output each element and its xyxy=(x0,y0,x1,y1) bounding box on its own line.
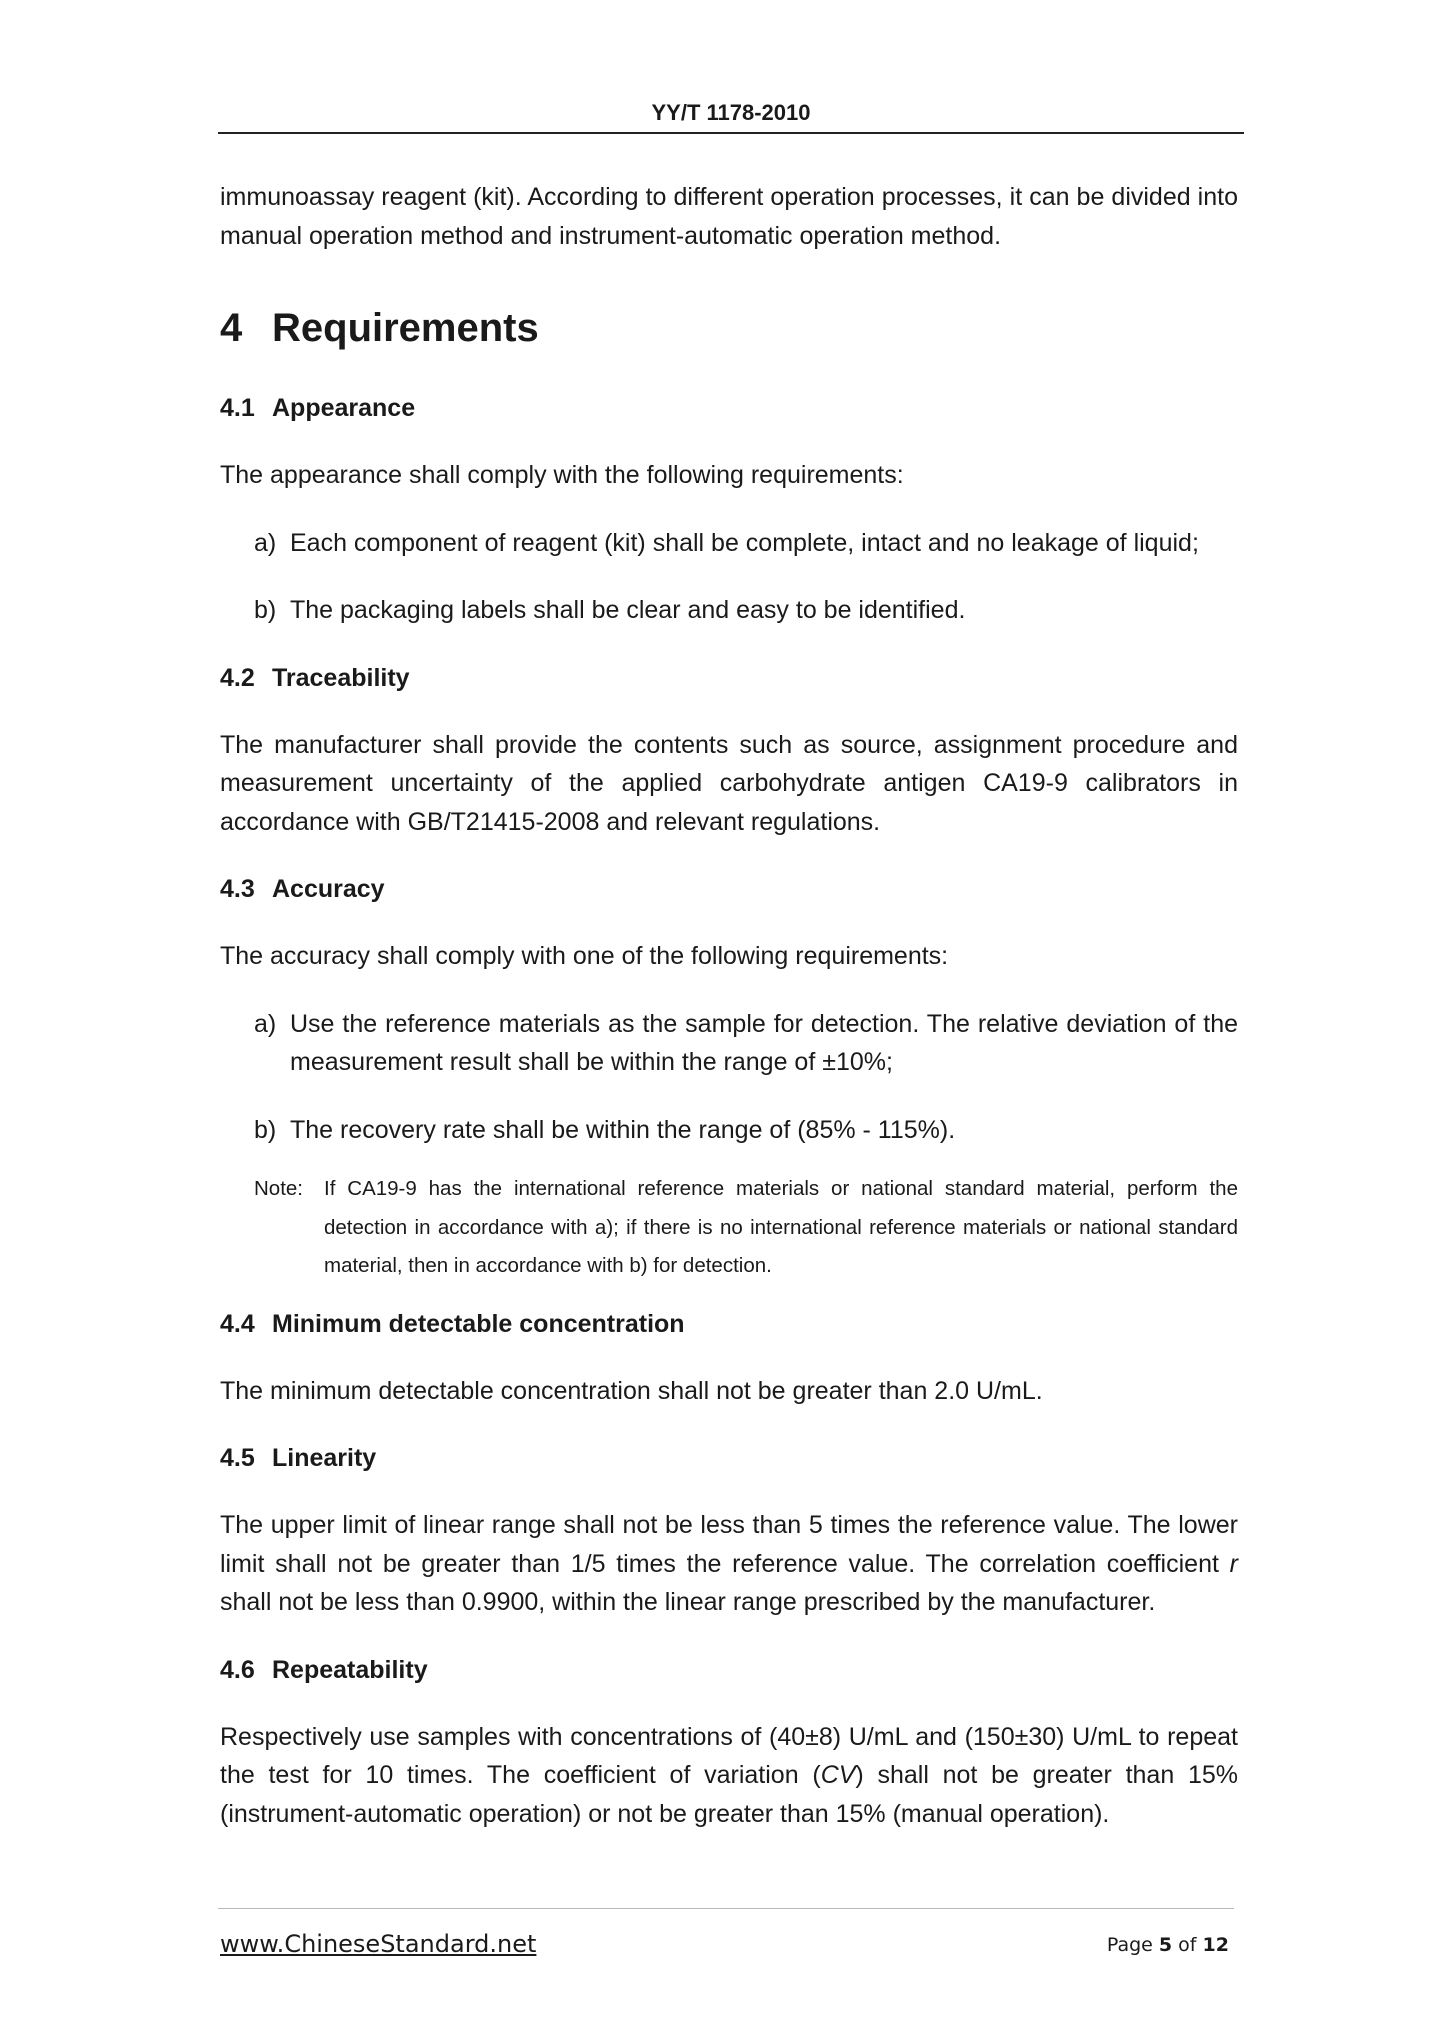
linearity-text-b: shall not be less than 0.9900, within the linear range prescribed by the manufacturer. xyxy=(220,1588,1156,1616)
header-divider xyxy=(218,132,1244,134)
list-item-text: The recovery rate shall be within the range of (85% - 115%). xyxy=(290,1115,956,1144)
page-of: of xyxy=(1178,1934,1197,1956)
section-4-6-title: Repeatability xyxy=(272,1655,428,1684)
list-marker: b) xyxy=(254,596,277,624)
page-content xyxy=(220,178,1238,1833)
appearance-item-a xyxy=(220,524,1238,563)
list-marker: a) xyxy=(254,528,277,557)
section-4-1-heading xyxy=(220,389,1238,427)
website-link[interactable]: www.ChineseStandard.net xyxy=(220,1930,537,1958)
list-item-text: Each component of reagent (kit) shall be complete, intact and no leakage of liquid; xyxy=(290,528,1199,557)
section-4-6-heading xyxy=(220,1651,1238,1689)
section-4-4-number: 4.4 xyxy=(220,1309,255,1338)
appearance-paragraph: The appearance shall comply with the following requirements: xyxy=(220,461,904,489)
cv-symbol: CV xyxy=(820,1761,856,1789)
repeatability-text-b: ) shall not be greater than 15% (instrument-automatic operation) or not be greater than 15% (manual operation). xyxy=(220,1761,1239,1828)
section-4-2-number: 4.2 xyxy=(220,663,255,692)
list-marker: a) xyxy=(254,1009,277,1038)
note-text: If CA19-9 has the international reference materials or national standard material, perform the detection in accordance with a); if there is no international reference materials or national standard material, then in accordance with b) for detection. xyxy=(324,1177,1238,1277)
section-4-3-title: Accuracy xyxy=(272,875,385,903)
page-total: 12 xyxy=(1202,1934,1229,1956)
footer-divider xyxy=(218,1908,1234,1909)
document-code-header: YY/T 1178-2010 xyxy=(651,100,811,125)
list-item-text: Use the reference materials as the sample for detection. The relative deviation of the measurement result shall be within the range of ±10%; xyxy=(290,1009,1238,1076)
section-4-1-number: 4.1 xyxy=(220,394,255,422)
appearance-item-b xyxy=(220,591,1238,630)
section-4-4-heading xyxy=(220,1305,1238,1343)
accuracy-item-a xyxy=(220,1005,1238,1082)
repeatability-paragraph xyxy=(220,1718,1238,1834)
page-current: 5 xyxy=(1158,1934,1173,1956)
section-4-3-number: 4.3 xyxy=(220,875,255,903)
linearity-text-a: The upper limit of linear range shall not be less than 5 times the reference value. The lower limit shall not be greater than 1/5 times the reference value. The correlation coefficient xyxy=(220,1511,1238,1578)
accuracy-note xyxy=(220,1170,1238,1286)
section-4-2-heading xyxy=(220,659,1238,697)
section-4-1-title: Appearance xyxy=(272,394,416,422)
note-label: Note: xyxy=(254,1177,303,1200)
section-4-5-title: Linearity xyxy=(272,1444,377,1472)
section-4-3-heading xyxy=(220,870,1238,908)
section-4-4-title: Minimum detectable concentration xyxy=(272,1309,685,1338)
accuracy-paragraph: The accuracy shall comply with one of the following requirements: xyxy=(220,942,949,970)
section-4-heading xyxy=(220,304,1238,352)
list-marker: b) xyxy=(254,1115,277,1144)
accuracy-item-b xyxy=(220,1111,1238,1150)
section-4-title: Requirements xyxy=(272,306,539,350)
traceability-paragraph: The manufacturer shall provide the contents such as source, assignment procedure and measurement uncertainty of the applied carbohydrate antigen CA19-9 calibrators in accordance with GB/T21415-2008 and relevant regulations. xyxy=(220,730,1238,836)
correlation-symbol: r xyxy=(1229,1549,1238,1578)
min-detectable-paragraph: The minimum detectable concentration shall not be greater than 2.0 U/mL. xyxy=(220,1376,1043,1405)
page-indicator xyxy=(1107,1934,1229,1956)
section-4-5-heading xyxy=(220,1439,1238,1477)
list-item-text: The packaging labels shall be clear and easy to be identified. xyxy=(290,596,966,624)
section-4-6-number: 4.6 xyxy=(220,1655,255,1684)
section-4-2-title: Traceability xyxy=(272,663,410,692)
repeatability-text-a: Respectively use samples with concentrations of (40±8) U/mL and (150±30) U/mL to repeat the test for 10 times. The coefficient of variation ( xyxy=(220,1722,1238,1789)
page-label: Page xyxy=(1106,1934,1153,1956)
intro-paragraph: immunoassay reagent (kit). According to different operation processes, it can be divided into manual operation method and instrument-automatic operation method. xyxy=(220,183,1238,250)
linearity-paragraph xyxy=(220,1506,1238,1622)
section-4-5-number: 4.5 xyxy=(220,1444,255,1472)
section-4-number: 4 xyxy=(220,306,243,350)
